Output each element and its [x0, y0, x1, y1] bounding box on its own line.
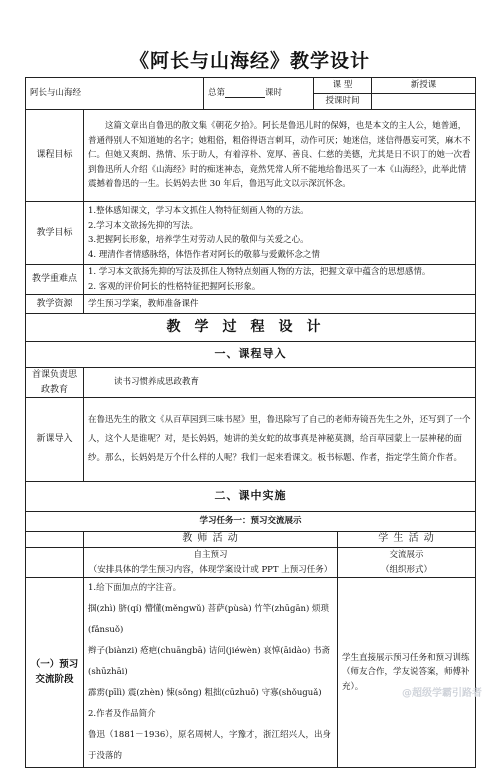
type-value: 新授课 — [372, 78, 476, 94]
teacher-item: 2.作者及作品简介 — [88, 709, 156, 719]
student-content: 学生直接展示预习任务和预习训练（师友合作，学友说答案，师傅补充）。 — [338, 578, 476, 768]
key-point-item: 1. 学习本文欲扬先抑的写法及抓住人物特点刻画人物的方法，把握文章中蕴含的思想感情。 — [88, 267, 431, 277]
student-activity-header: 学 生 活 动 — [338, 532, 476, 548]
teaching-goals-list — [84, 202, 476, 265]
teacher-item: 掴(zhì) 脐(qí) 懵懂(měngwǔ) 菩萨(pùsà) 竹竿(zhūgān) 烦琐(fǎnsuǒ) — [88, 604, 330, 635]
intro-text: 在鲁迅先生的散文《从百草园到三味书屋》里，鲁迅除写了自己的老师寿镜吾先生之外，还写到了一个人，这个人是谁呢？对，是长妈妈，她讲的美女蛇的故事真是神秘莫测，给百草园蒙上一层神秘的面纱。那么，长妈妈是万个什么样的人呢？我们一起来看课文。板书标题、作者，指定学生简介作者。 — [84, 398, 476, 482]
teacher-sub2: （安排具体的学生预习内容，体现学案设计或 PPT 上预习任务） — [88, 564, 333, 575]
teacher-item: 霹雳(pīlì) 震(zhèn) 悚(sǒng) 粗拙(cūzhuō) 守寡(shǒuguǎ) — [88, 688, 322, 698]
document-title: 《阿长与山海经》教学设计 — [129, 50, 370, 72]
stage-label: （一）预习交流阶段 — [26, 578, 84, 768]
key-points-label: 教学重难点 — [26, 265, 84, 295]
lesson-name: 阿长与山海经 — [30, 88, 82, 99]
intro-label: 新课导入 — [26, 398, 84, 482]
total-label: 总第 — [208, 88, 226, 99]
goal-item: 2.学习本文欲扬先抑的写法。 — [88, 220, 199, 231]
goal-item: 4. 理清作者情感脉络，体悟作者对阿长的敬慕与爱戴怀念之情 — [88, 249, 320, 260]
type-label: 课 型 — [314, 78, 372, 94]
goal-item: 3.把握阿长形象，培养学生对劳动人民的敬仰与关爱之心。 — [88, 235, 309, 245]
resources-label: 教学资源 — [26, 295, 84, 314]
ideology-text: 读书习惯养成思政教育 — [84, 368, 476, 398]
ideology-label: 首课负责思政教育 — [26, 368, 84, 398]
teacher-item: 鲁迅（1881－1936），原名周树人，字豫才，浙江绍兴人，出身于没落的 — [88, 730, 332, 761]
total-period-cell — [204, 78, 314, 110]
period-label: 课时 — [265, 88, 283, 99]
teacher-item: 1.给下面加点的字注音。 — [88, 583, 182, 593]
teacher-content — [84, 578, 338, 768]
watermark: @超级学霸引路者 — [402, 688, 482, 699]
key-points-list — [84, 265, 476, 295]
time-value — [372, 94, 476, 110]
goal-item: 1.整体感知课文，学习本文抓住人物特征刻画人物的方法。 — [88, 206, 309, 216]
student-subheader — [338, 548, 476, 578]
objectives-text: 这篇文章出自鲁迅的散文集《朝花夕拾》。阿长是鲁迅儿时的保姆，也是本文的主人公，她普通，普通得别人不知道她的名字；她粗俗，粗俗得语言刺耳，动作可厌；她迷信，迷信得愚妄可笑，麻木不仁。但她又爽朗、热情、乐于助人，有着淳朴、宽厚、善良、仁慈的美德，尤其是日不识丁的她一次看到鲁迅所人介绍《山海经》时的痴迷神态，竟然凭常人所不能地给鲁迅买了一本《山海经》，此举此情震撼着鲁迅的一生。长妈妈去世 30 年后，鲁迅写此文以示深沉怀念。 — [84, 110, 476, 202]
teaching-goals-label: 教学目标 — [26, 202, 84, 265]
student-sub2: （组织形式） — [381, 564, 433, 575]
teacher-activity-header: 教 师 活 动 — [84, 532, 338, 548]
stage-subheader-blank — [26, 548, 84, 578]
teacher-sub1: 自主预习 — [193, 550, 228, 560]
student-sub1: 交流展示 — [389, 550, 424, 560]
time-label: 授课时间 — [314, 94, 372, 110]
lesson-plan-table — [25, 77, 476, 768]
section1-title: 一、课程导入 — [26, 342, 476, 368]
lesson-name-cell — [26, 78, 204, 110]
teacher-subheader — [84, 548, 338, 578]
task-title: 学习任务一：预习交流展示 — [26, 512, 476, 532]
teacher-item: 辫子(biànzi) 疮疤(chuāngbā) 诘问(jiéwèn) 哀悼(āidào) 书斋(shūzhāi) — [88, 646, 331, 677]
resources-text: 学生预习学案，教师准备课件 — [84, 295, 476, 314]
period-blank — [225, 87, 265, 98]
section2-title: 二、课中实施 — [26, 482, 476, 512]
stage-header-blank — [26, 532, 84, 548]
objectives-label: 课程目标 — [26, 110, 84, 202]
key-point-item: 2. 客观的评价阿长的性格特征把握阿长形象。 — [88, 281, 261, 292]
process-title: 教学过程设计 — [26, 314, 476, 342]
